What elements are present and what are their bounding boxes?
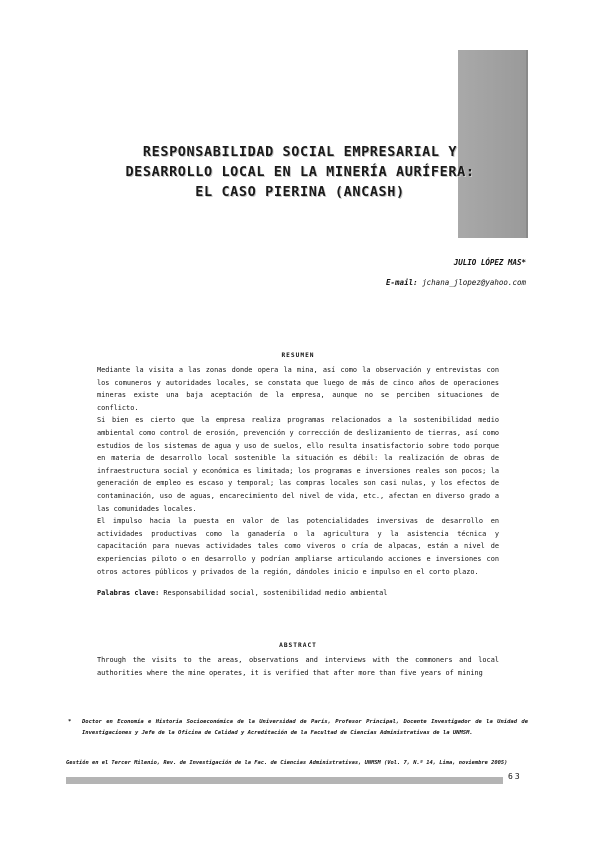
author-email-line xyxy=(386,273,526,293)
keywords-label: Palabras clave: xyxy=(97,589,160,597)
journal-citation: Gestión en el Tercer Milenio, Rev. de Investigación de la Fac. de Ciencias Administrativas, UNMSM (Vol. 7, N.º 14, Lima, noviembre 2005) xyxy=(66,760,508,766)
keywords-text: Responsabilidad social, sostenibilidad medio ambiental xyxy=(163,589,388,597)
abstract-heading: ABSTRACT xyxy=(279,642,317,649)
title-line-3: EL CASO PIERINA (ANCASH) xyxy=(195,184,405,200)
resumen-paragraph: Mediante la visita a las zonas donde opera la mina, así como la observación y entrevistas con los comuneros y autoridades locales, se constata que luego de más de cinco años de operaciones mineras existe una baja aceptación de la empresa, aunque no se perciben situaciones de conflicto. xyxy=(97,366,499,412)
resumen-heading: RESUMEN xyxy=(281,352,315,359)
page-number: 63 xyxy=(508,772,522,781)
abstract-body: Through the visits to the areas, observations and interviews with the commoners and local authorities where the mine operates, it is verified that after more than five years of mining xyxy=(97,656,499,677)
title-line-2: DESARROLLO LOCAL EN LA MINERÍA AURÍFERA: xyxy=(125,164,475,180)
title-line-1: RESPONSABILIDAD SOCIAL EMPRESARIAL Y xyxy=(142,144,458,160)
resumen-paragraph: El impulso hacia la puesta en valor de las potencialidades inversivas de desarrollo en actividades productivas como la ganadería o la agricultura y la asistencia técnica y capacitación para nuevas actividades tales como viveros o cría de alpacas, están a nivel de experiencias piloto o en desarrollo y podrían ampliarse articulando acciones e inversiones con otros actores públicos y privados de la región, dándoles inicio e impulso en el corto plazo. xyxy=(97,517,499,576)
resumen-paragraph: Si bien es cierto que la empresa realiza programas relacionados a la sostenibilidad medio ambiental como control de erosión, prevención y corrección de deslizamiento de tierras, así como estudios de los sistemas de agua y uso de suelos, ello resulta insatisfactorio sobre todo porque en materia de desarrollo local sostenible la situación es débil: la realización de obras de infraestructura social y económica es limitada; los programas e inversiones reales son pocos; la generación de empleo es escaso y temporal; las compras locales son casi nulas, y los efectos de contaminación, uso de aguas, encarecimiento del nivel de vida, etc., afectan en diverso grado a las comunidades locales. xyxy=(97,416,499,513)
footnote-text: Doctor en Economía e Historia Socioeconómica de la Universidad de París, Profesor Principal, Docente Investigador de la Unidad de Investigaciones y Jefe de la Oficina de Calidad y Acreditación de la Facultad de Ciencias Administrativas de la UNMSM. xyxy=(82,719,528,736)
author-block xyxy=(386,253,526,293)
email-label: E-mail: xyxy=(386,278,418,287)
keywords-line xyxy=(97,587,499,599)
resumen-body xyxy=(97,364,499,578)
article-title xyxy=(60,142,540,202)
footnote-marker: * xyxy=(68,719,72,725)
author-footnote xyxy=(70,717,528,739)
author-name: JULIO LÓPEZ MAS* xyxy=(453,258,526,267)
author-email[interactable]: jchana_jlopez@yahoo.com xyxy=(422,278,526,287)
footer-bar xyxy=(66,777,503,784)
